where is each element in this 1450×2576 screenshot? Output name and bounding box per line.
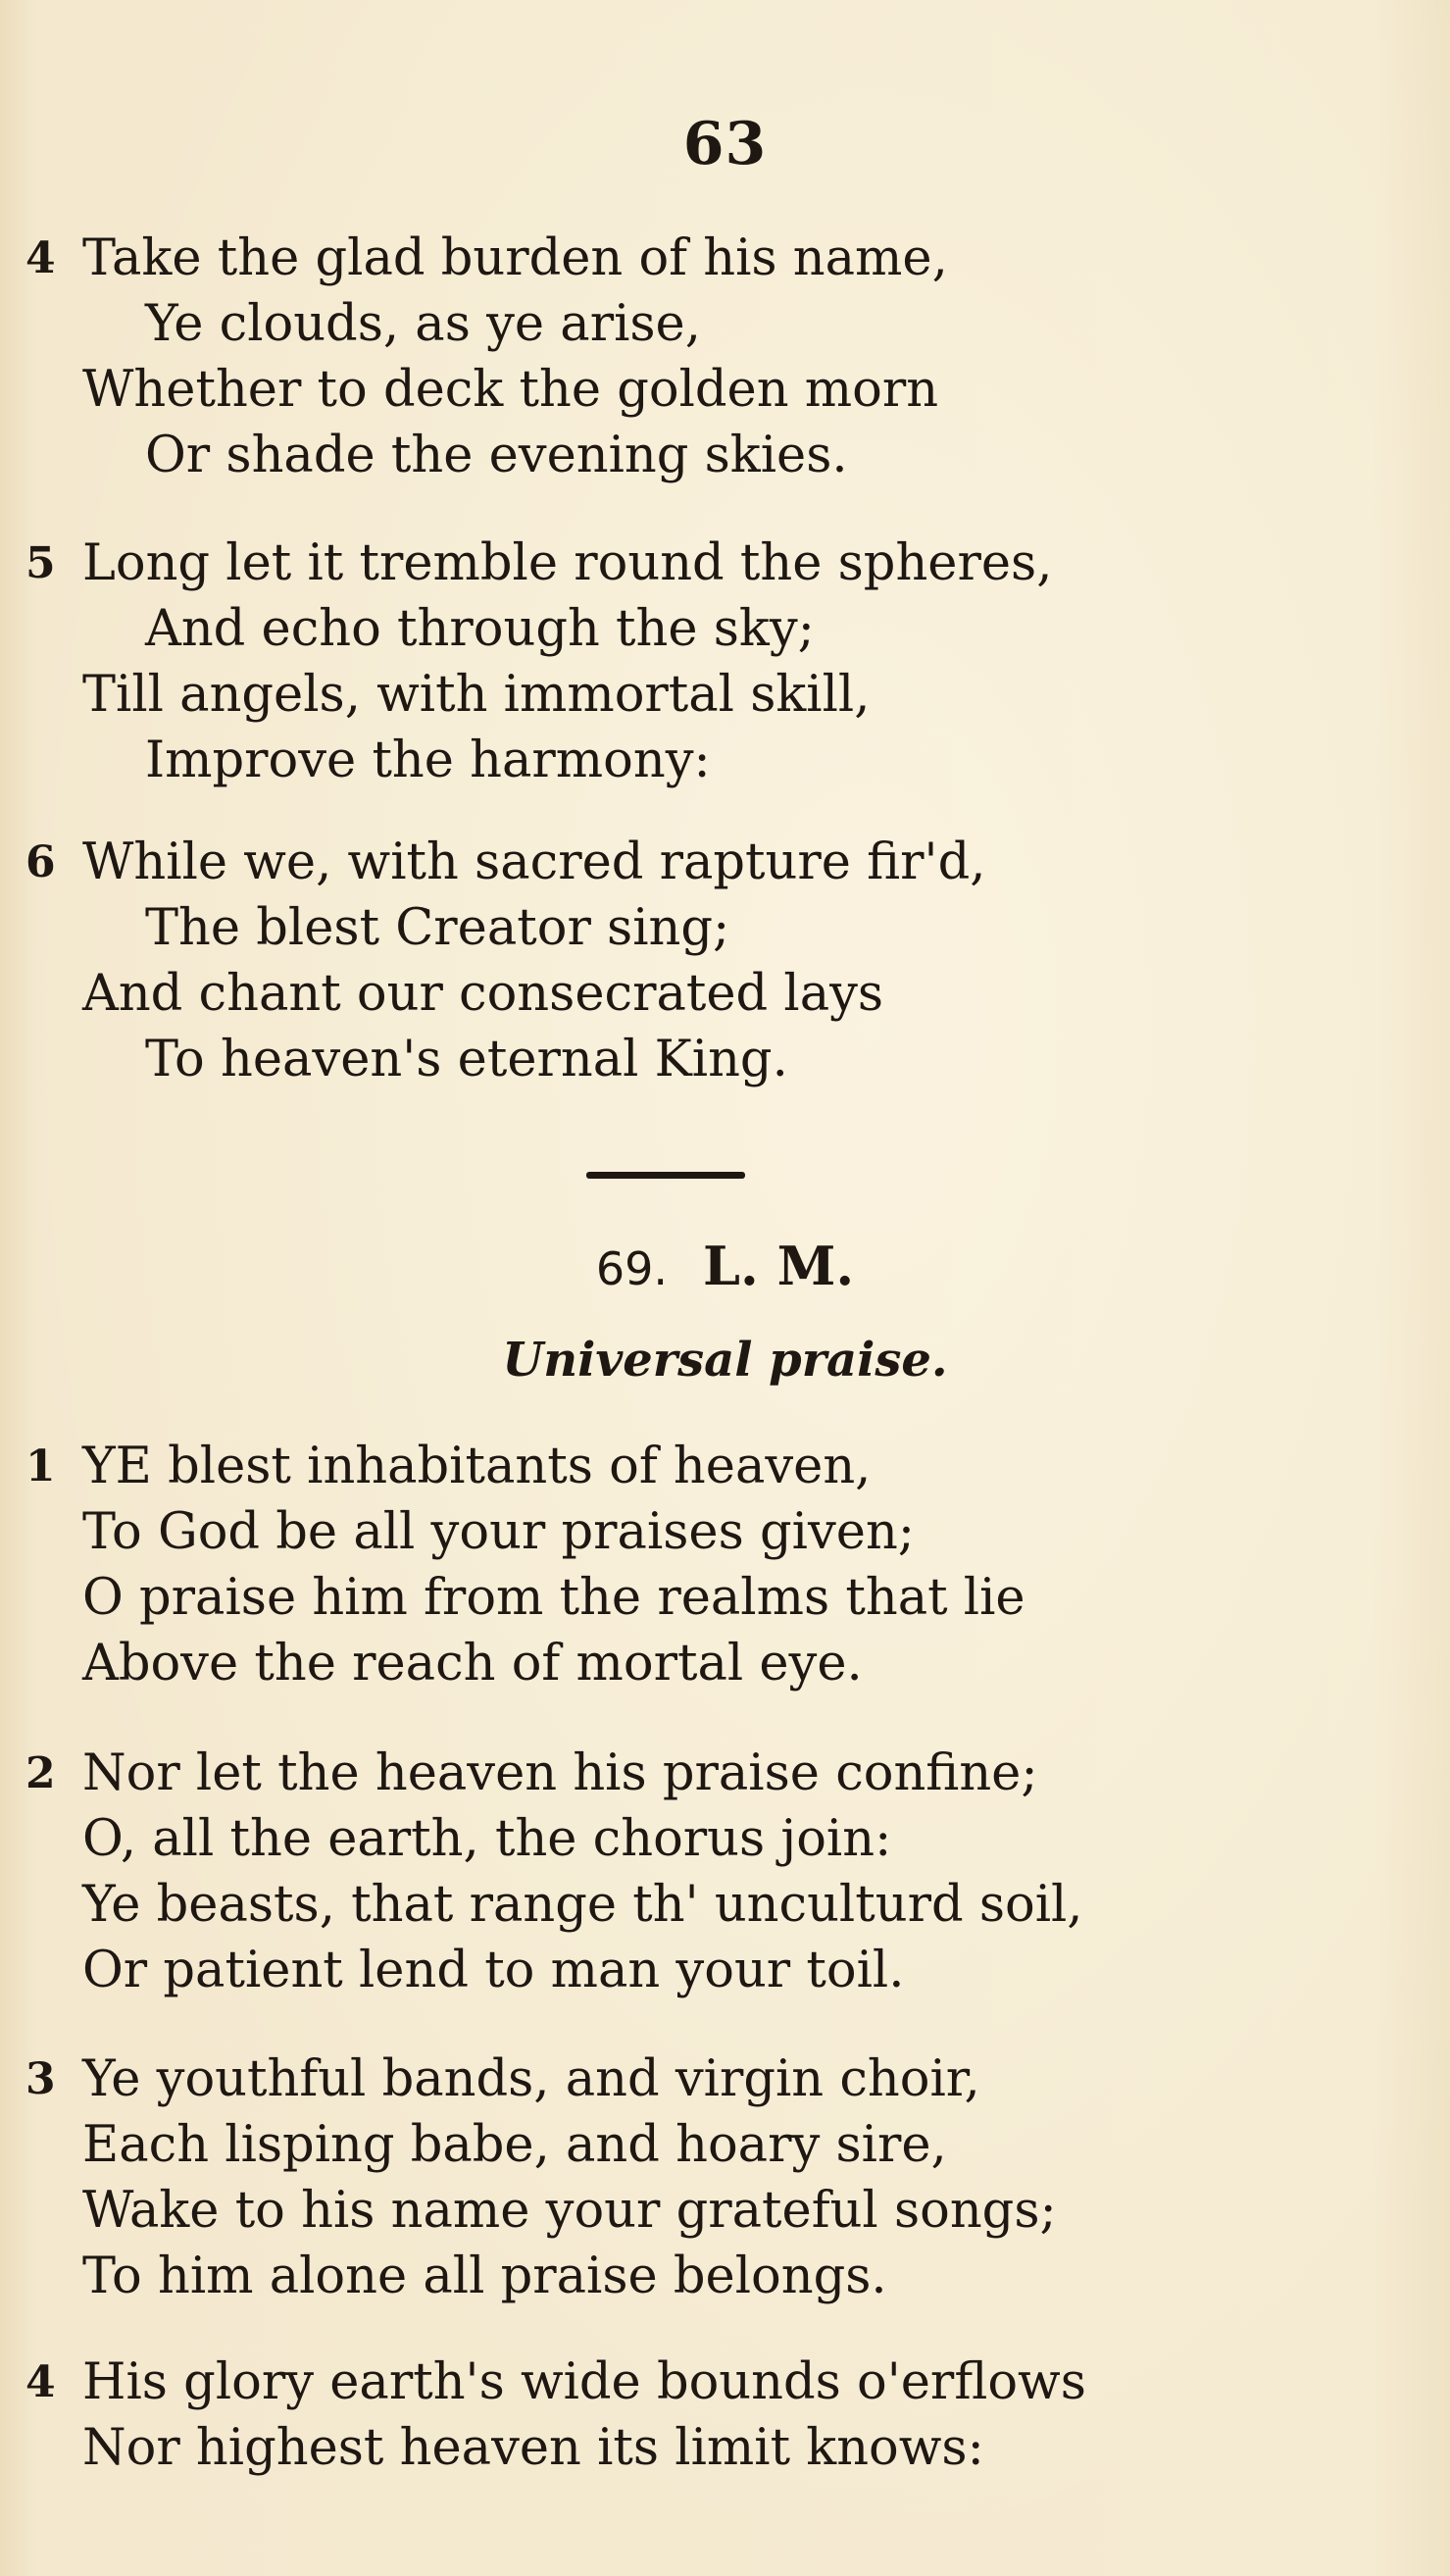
verse-text: Nor let the heaven his praise confine; <box>82 1744 1038 1802</box>
verse-line <box>0 2178 1450 2244</box>
verse-text: Or patient lend to man your toil. <box>82 1942 905 1999</box>
verse-line <box>0 2046 1450 2112</box>
verse-number: 6 <box>25 837 56 887</box>
verse-line <box>0 1434 1450 1499</box>
verse-text: While we, with sacred rapture fir'd, <box>82 833 986 891</box>
verse-line <box>0 1872 1450 1938</box>
page-number: 63 <box>682 110 768 178</box>
verse-text: Ye beasts, that range th' unculturd soil, <box>82 1876 1083 1934</box>
verse-line <box>0 1938 1450 2003</box>
verse-text: His glory earth's wide bounds o'erflows <box>82 2353 1086 2411</box>
verse-line <box>0 1806 1450 1872</box>
verse-line <box>0 2244 1450 2309</box>
verse-number: 3 <box>25 2054 56 2104</box>
stanza-69-4 <box>0 2349 1450 2481</box>
hymn-meter: L. M. <box>703 1235 855 1297</box>
verse-line <box>0 1027 1450 1092</box>
hymn-header <box>0 1232 1450 1303</box>
verse-number: 2 <box>25 1748 56 1798</box>
stanza-68-6 <box>0 830 1450 1092</box>
verse-line <box>0 2349 1450 2415</box>
verse-number: 4 <box>25 233 56 283</box>
verse-line <box>0 728 1450 793</box>
verse-line <box>0 357 1450 423</box>
verse-text: To God be all your praises given; <box>82 1503 915 1561</box>
verse-line <box>0 895 1450 961</box>
verse-line <box>0 1741 1450 1806</box>
verse-number: 4 <box>25 2357 56 2407</box>
verse-text: Improve the harmony: <box>145 732 711 789</box>
verse-line <box>0 1631 1450 1696</box>
verse-text: To heaven's eternal King. <box>145 1031 788 1088</box>
verse-line <box>0 2415 1450 2481</box>
stanza-69-2 <box>0 1741 1450 2003</box>
verse-number: 1 <box>25 1441 56 1491</box>
verse-text: O, all the earth, the chorus join: <box>82 1810 892 1868</box>
hymn-number: 69. <box>595 1242 668 1295</box>
stanza-68-5 <box>0 530 1450 793</box>
stanza-69-1 <box>0 1434 1450 1696</box>
verse-text: Ye youthful bands, and virgin choir, <box>82 2050 980 2108</box>
verse-text: Till angels, with immortal skill, <box>82 666 871 724</box>
verse-line <box>0 291 1450 357</box>
section-divider <box>586 1172 745 1179</box>
verse-text: Take the glad burden of his name, <box>82 229 948 287</box>
verse-text: Whether to deck the golden morn <box>82 361 939 419</box>
verse-text: Wake to his name your grateful songs; <box>82 2182 1057 2240</box>
verse-line <box>0 530 1450 596</box>
verse-line <box>0 662 1450 728</box>
verse-line <box>0 1499 1450 1565</box>
verse-line <box>0 2112 1450 2178</box>
stanza-68-4 <box>0 226 1450 488</box>
verse-text: Nor highest heaven its limit knows: <box>82 2419 984 2477</box>
stanza-69-3 <box>0 2046 1450 2309</box>
verse-text: Each lisping babe, and hoary sire, <box>82 2116 947 2174</box>
verse-text: To him alone all praise belongs. <box>82 2248 887 2305</box>
verse-text: And chant our consecrated lays <box>82 965 884 1023</box>
verse-line <box>0 961 1450 1027</box>
verse-text: Or shade the evening skies. <box>145 427 848 484</box>
verse-line <box>0 423 1450 488</box>
verse-line <box>0 226 1450 291</box>
verse-number: 5 <box>25 538 56 588</box>
verse-text: Ye clouds, as ye arise, <box>145 295 701 353</box>
verse-text: And echo through the sky; <box>145 600 815 658</box>
verse-text: YE blest inhabitants of heaven, <box>82 1438 872 1495</box>
verse-line <box>0 596 1450 662</box>
verse-text: O praise him from the realms that lie <box>82 1569 1025 1627</box>
verse-text: Above the reach of mortal eye. <box>82 1635 863 1692</box>
verse-text: Long let it tremble round the spheres, <box>82 534 1053 592</box>
verse-line <box>0 1565 1450 1631</box>
verse-text: The blest Creator sing; <box>145 899 730 957</box>
verse-line <box>0 830 1450 895</box>
hymn-title: Universal praise. <box>502 1333 948 1388</box>
